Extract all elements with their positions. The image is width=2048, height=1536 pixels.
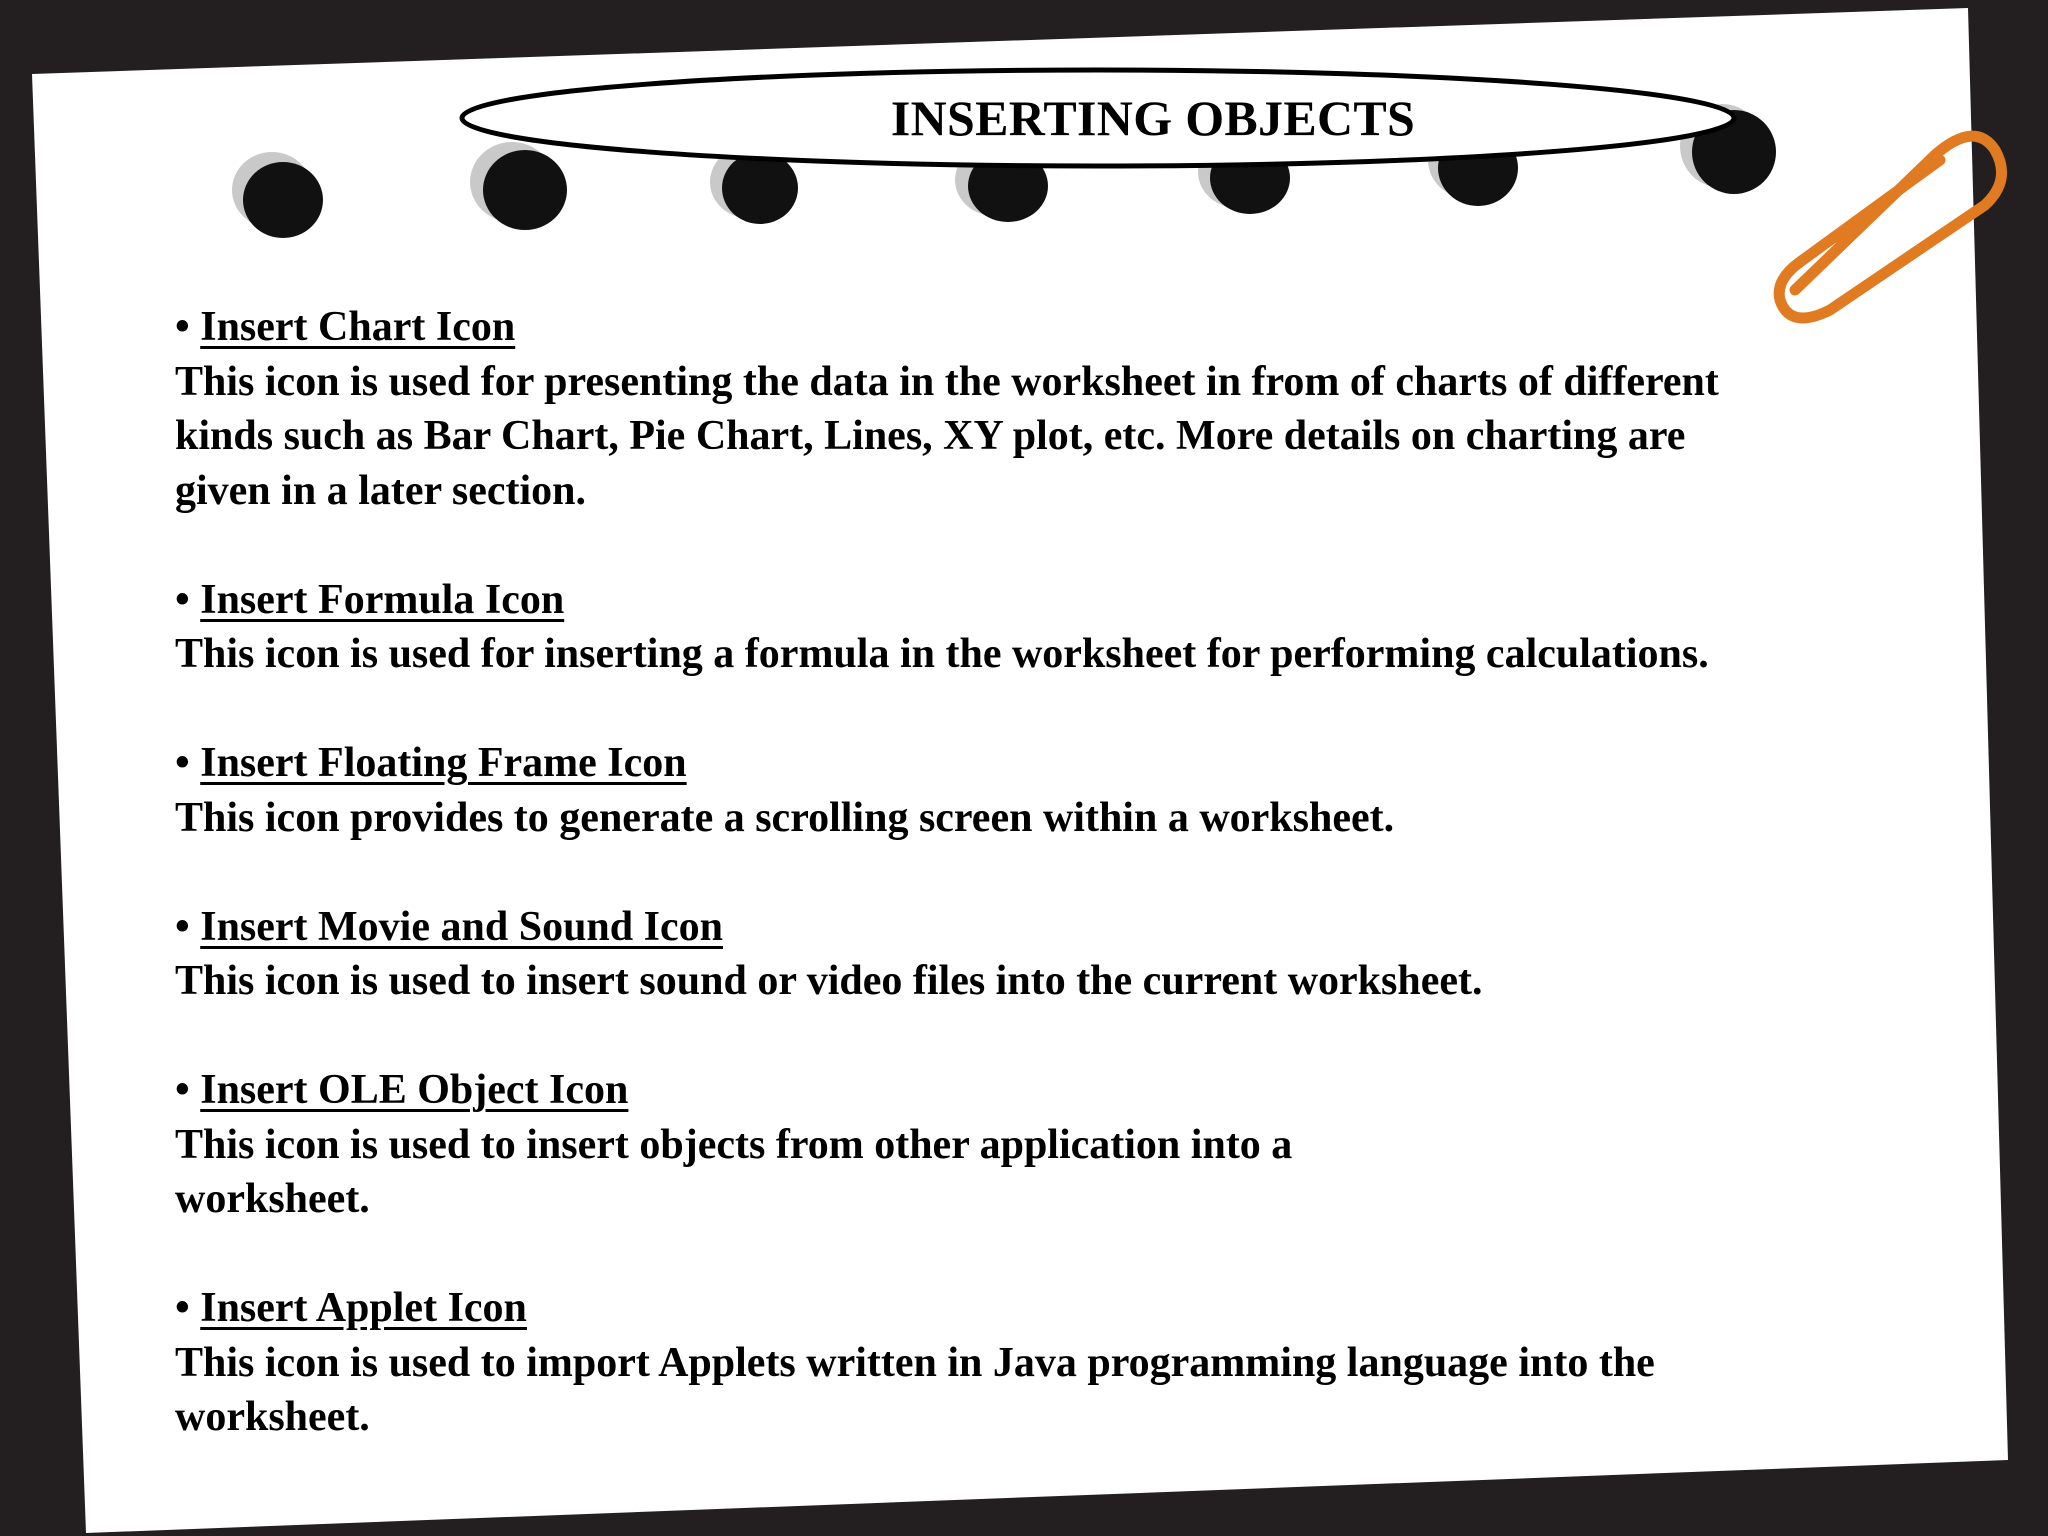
bullet-icon: • [175,304,190,350]
item-heading [175,1281,1875,1336]
bullet-icon: • [175,1067,190,1113]
item-description-line: This icon provides to generate a scrolling screen within a worksheet. [175,794,1395,841]
item-heading [175,573,1875,628]
page-title: INSERTING OBJECTS [890,90,1416,146]
bullet-icon: • [175,1285,190,1331]
item-heading-label: Insert Chart Icon [200,304,516,350]
item-heading-label: Insert Movie and Sound Icon [200,903,723,950]
item-heading [175,900,1875,955]
item-description-line: worksheet. [175,1176,370,1222]
item-description-line: This icon is used for presenting the data in the worksheet in from of charts of different [175,358,1719,405]
item-heading-label: Insert Formula Icon [200,576,565,623]
item-description-line: This icon is used for inserting a formula in the worksheet for performing calculations. [175,631,1709,677]
item-heading-label: Insert Floating Frame Icon [200,740,687,786]
list-item [175,1063,1875,1227]
item-description-line: given in a later section. [175,467,587,514]
list-item [175,573,1875,682]
bullet-icon: • [175,740,190,786]
list-item [175,1281,1875,1445]
bullet-icon: • [175,903,190,950]
item-description-line: This icon is used to insert objects from other application into a [175,1121,1293,1168]
item-description-line: kinds such as Bar Chart, Pie Chart, Lines, XY plot, etc. More details on charting are [175,413,1686,459]
list-item [175,900,1875,1009]
item-heading-label: Insert Applet Icon [200,1285,527,1331]
item-heading [175,736,1875,791]
bullet-icon: • [175,576,190,623]
item-heading [175,300,1875,355]
list-item [175,300,1875,518]
title-banner [458,66,1738,170]
item-description-line: This icon is used to insert sound or video files into the current worksheet. [175,958,1483,1004]
item-description-line: worksheet. [175,1394,370,1440]
item-description-line: This icon is used to import Applets written in Java programming language into the [175,1339,1655,1386]
item-heading-label: Insert OLE Object Icon [200,1067,629,1113]
item-heading [175,1063,1875,1118]
list-item [175,736,1875,845]
bullet-list [175,300,1875,1445]
